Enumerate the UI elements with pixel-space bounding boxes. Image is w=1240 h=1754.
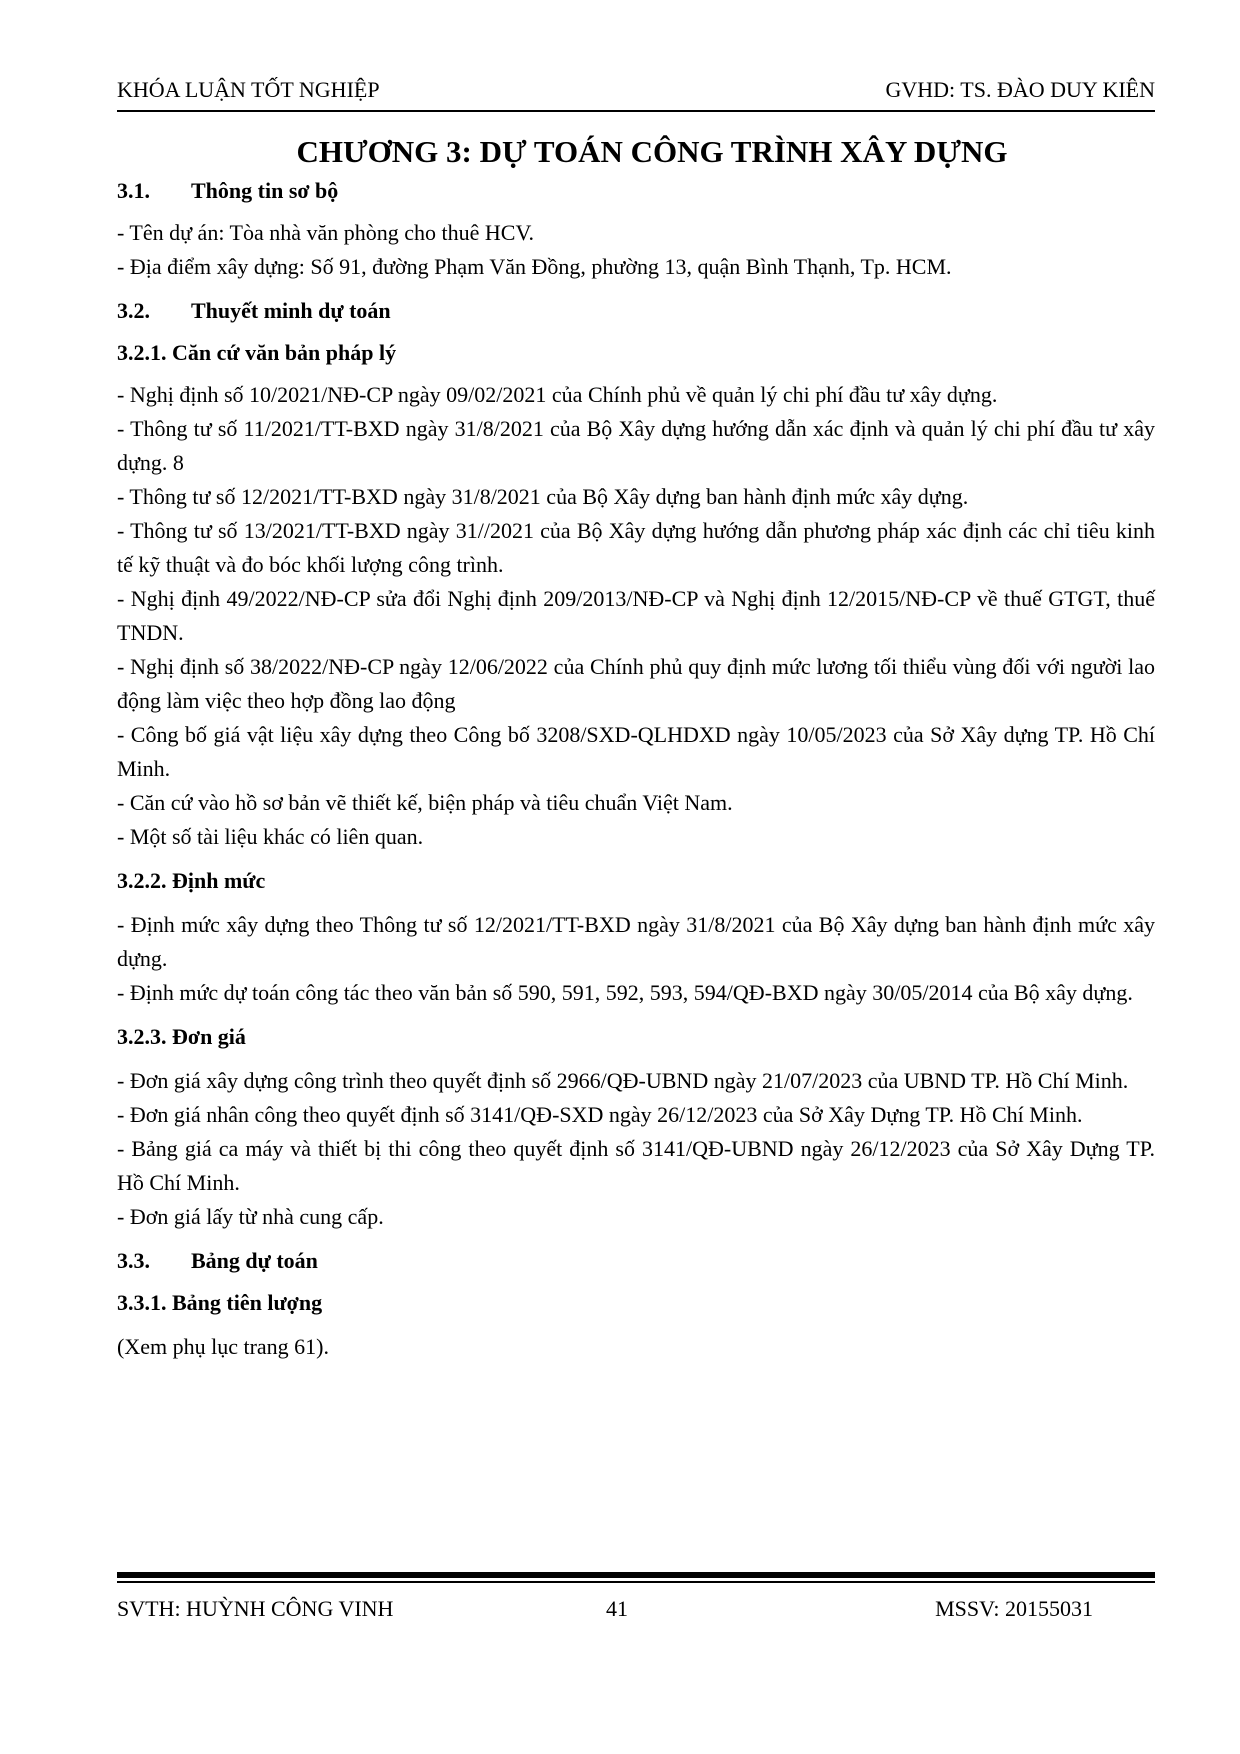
paragraph: - Thông tư số 12/2021/TT-BXD ngày 31/8/2021 của Bộ Xây dựng ban hành định mức xây dựng.: [117, 484, 969, 509]
paragraph: - Bảng giá ca máy và thiết bị thi công theo quyết định số 3141/QĐ-UBND ngày 26/12/2023 của Sở Xây Dựng TP. Hồ Chí Minh.: [117, 1136, 1155, 1195]
header-thesis-label: KHÓA LUẬN TỐT NGHIỆP: [117, 77, 380, 102]
section-number: 3.2.: [117, 298, 150, 323]
section-3-2-1-body: [117, 378, 1155, 854]
section-3-3-heading: [117, 1246, 1155, 1276]
section-number: 3.3.: [117, 1248, 150, 1273]
paragraph: - Đơn giá xây dựng công trình theo quyết định số 2966/QĐ-UBND ngày 21/07/2023 của UBND TP. Hồ Chí Minh.: [117, 1068, 1129, 1093]
paragraph: (Xem phụ lục trang 61).: [117, 1334, 329, 1359]
section-3-2-2-heading: 3.2.2. Định mức: [117, 868, 266, 893]
section-3-2-3-heading: 3.2.3. Đơn giá: [117, 1024, 246, 1049]
section-title: Thông tin sơ bộ: [191, 178, 339, 203]
paragraph: - Căn cứ vào hồ sơ bản vẽ thiết kế, biện pháp và tiêu chuẩn Việt Nam.: [117, 790, 733, 815]
paragraph: - Định mức dự toán công tác theo văn bản số 590, 591, 592, 593, 594/QĐ-BXD ngày 30/05/2014 của Bộ xây dựng.: [117, 980, 1133, 1005]
paragraph: - Định mức xây dựng theo Thông tư số 12/2021/TT-BXD ngày 31/8/2021 của Bộ Xây dựng ban hành định mức xây dựng.: [117, 912, 1155, 971]
footer-student-id: MSSV: 20155031: [935, 1596, 1093, 1621]
section-3-2-1-heading: 3.2.1. Căn cứ văn bản pháp lý: [117, 340, 397, 365]
section-3-1-body: [117, 216, 1155, 284]
section-number: 3.1.: [117, 178, 150, 203]
paragraph: - Một số tài liệu khác có liên quan.: [117, 824, 424, 849]
section-3-2-3-body: [117, 1064, 1155, 1234]
paragraph: - Nghị định số 10/2021/NĐ-CP ngày 09/02/2021 của Chính phủ về quản lý chi phí đầu tư xây dựng.: [117, 382, 998, 407]
paragraph: - Đơn giá lấy từ nhà cung cấp.: [117, 1204, 384, 1229]
page-footer: [117, 1592, 1155, 1626]
header-advisor: GVHD: TS. ĐÀO DUY KIÊN: [885, 77, 1155, 102]
paragraph: - Đơn giá nhân công theo quyết định số 3141/QĐ-SXD ngày 26/12/2023 của Sở Xây Dựng TP. Hồ Chí Minh.: [117, 1102, 1083, 1127]
paragraph: - Nghị định số 38/2022/NĐ-CP ngày 12/06/2022 của Chính phủ quy định mức lương tối thiểu vùng đối với người lao động làm việc theo hợp đồng lao động: [117, 654, 1155, 713]
paragraph: - Tên dự án: Tòa nhà văn phòng cho thuê HCV.: [117, 220, 535, 245]
section-title: Bảng dự toán: [191, 1248, 318, 1273]
section-3-2-heading: [117, 296, 1155, 326]
page-number: 41: [606, 1596, 628, 1621]
section-3-3-1-body: [117, 1330, 1155, 1364]
footer-student: SVTH: HUỲNH CÔNG VINH: [117, 1596, 394, 1621]
section-title: Thuyết minh dự toán: [191, 298, 391, 323]
paragraph: - Thông tư số 11/2021/TT-BXD ngày 31/8/2021 của Bộ Xây dựng hướng dẫn xác định và quản lý chi phí đầu tư xây dựng. 8: [117, 416, 1155, 475]
header-rule: [117, 110, 1155, 112]
section-3-1-heading: [117, 176, 1155, 206]
footer-rule: [117, 1572, 1155, 1583]
section-3-3-1-heading: 3.3.1. Bảng tiên lượng: [117, 1290, 323, 1315]
section-3-2-2-body: [117, 908, 1155, 1010]
chapter-title: CHƯƠNG 3: DỰ TOÁN CÔNG TRÌNH XÂY DỰNG: [296, 134, 1008, 169]
page-content: [117, 120, 1155, 1364]
paragraph: - Nghị định 49/2022/NĐ-CP sửa đổi Nghị định 209/2013/NĐ-CP và Nghị định 12/2015/NĐ-CP về thuế GTGT, thuế TNDN.: [117, 586, 1155, 645]
paragraph: - Thông tư số 13/2021/TT-BXD ngày 31//2021 của Bộ Xây dựng hướng dẫn phương pháp xác định các chỉ tiêu kinh tế kỹ thuật và đo bóc khối lượng công trình.: [117, 518, 1155, 577]
paragraph: - Công bố giá vật liệu xây dựng theo Công bố 3208/SXD-QLHDXD ngày 10/05/2023 của Sở Xây dựng TP. Hồ Chí Minh.: [117, 722, 1155, 781]
page-header: [117, 74, 1155, 106]
paragraph: - Địa điểm xây dựng: Số 91, đường Phạm Văn Đồng, phường 13, quận Bình Thạnh, Tp. HCM.: [117, 254, 952, 279]
